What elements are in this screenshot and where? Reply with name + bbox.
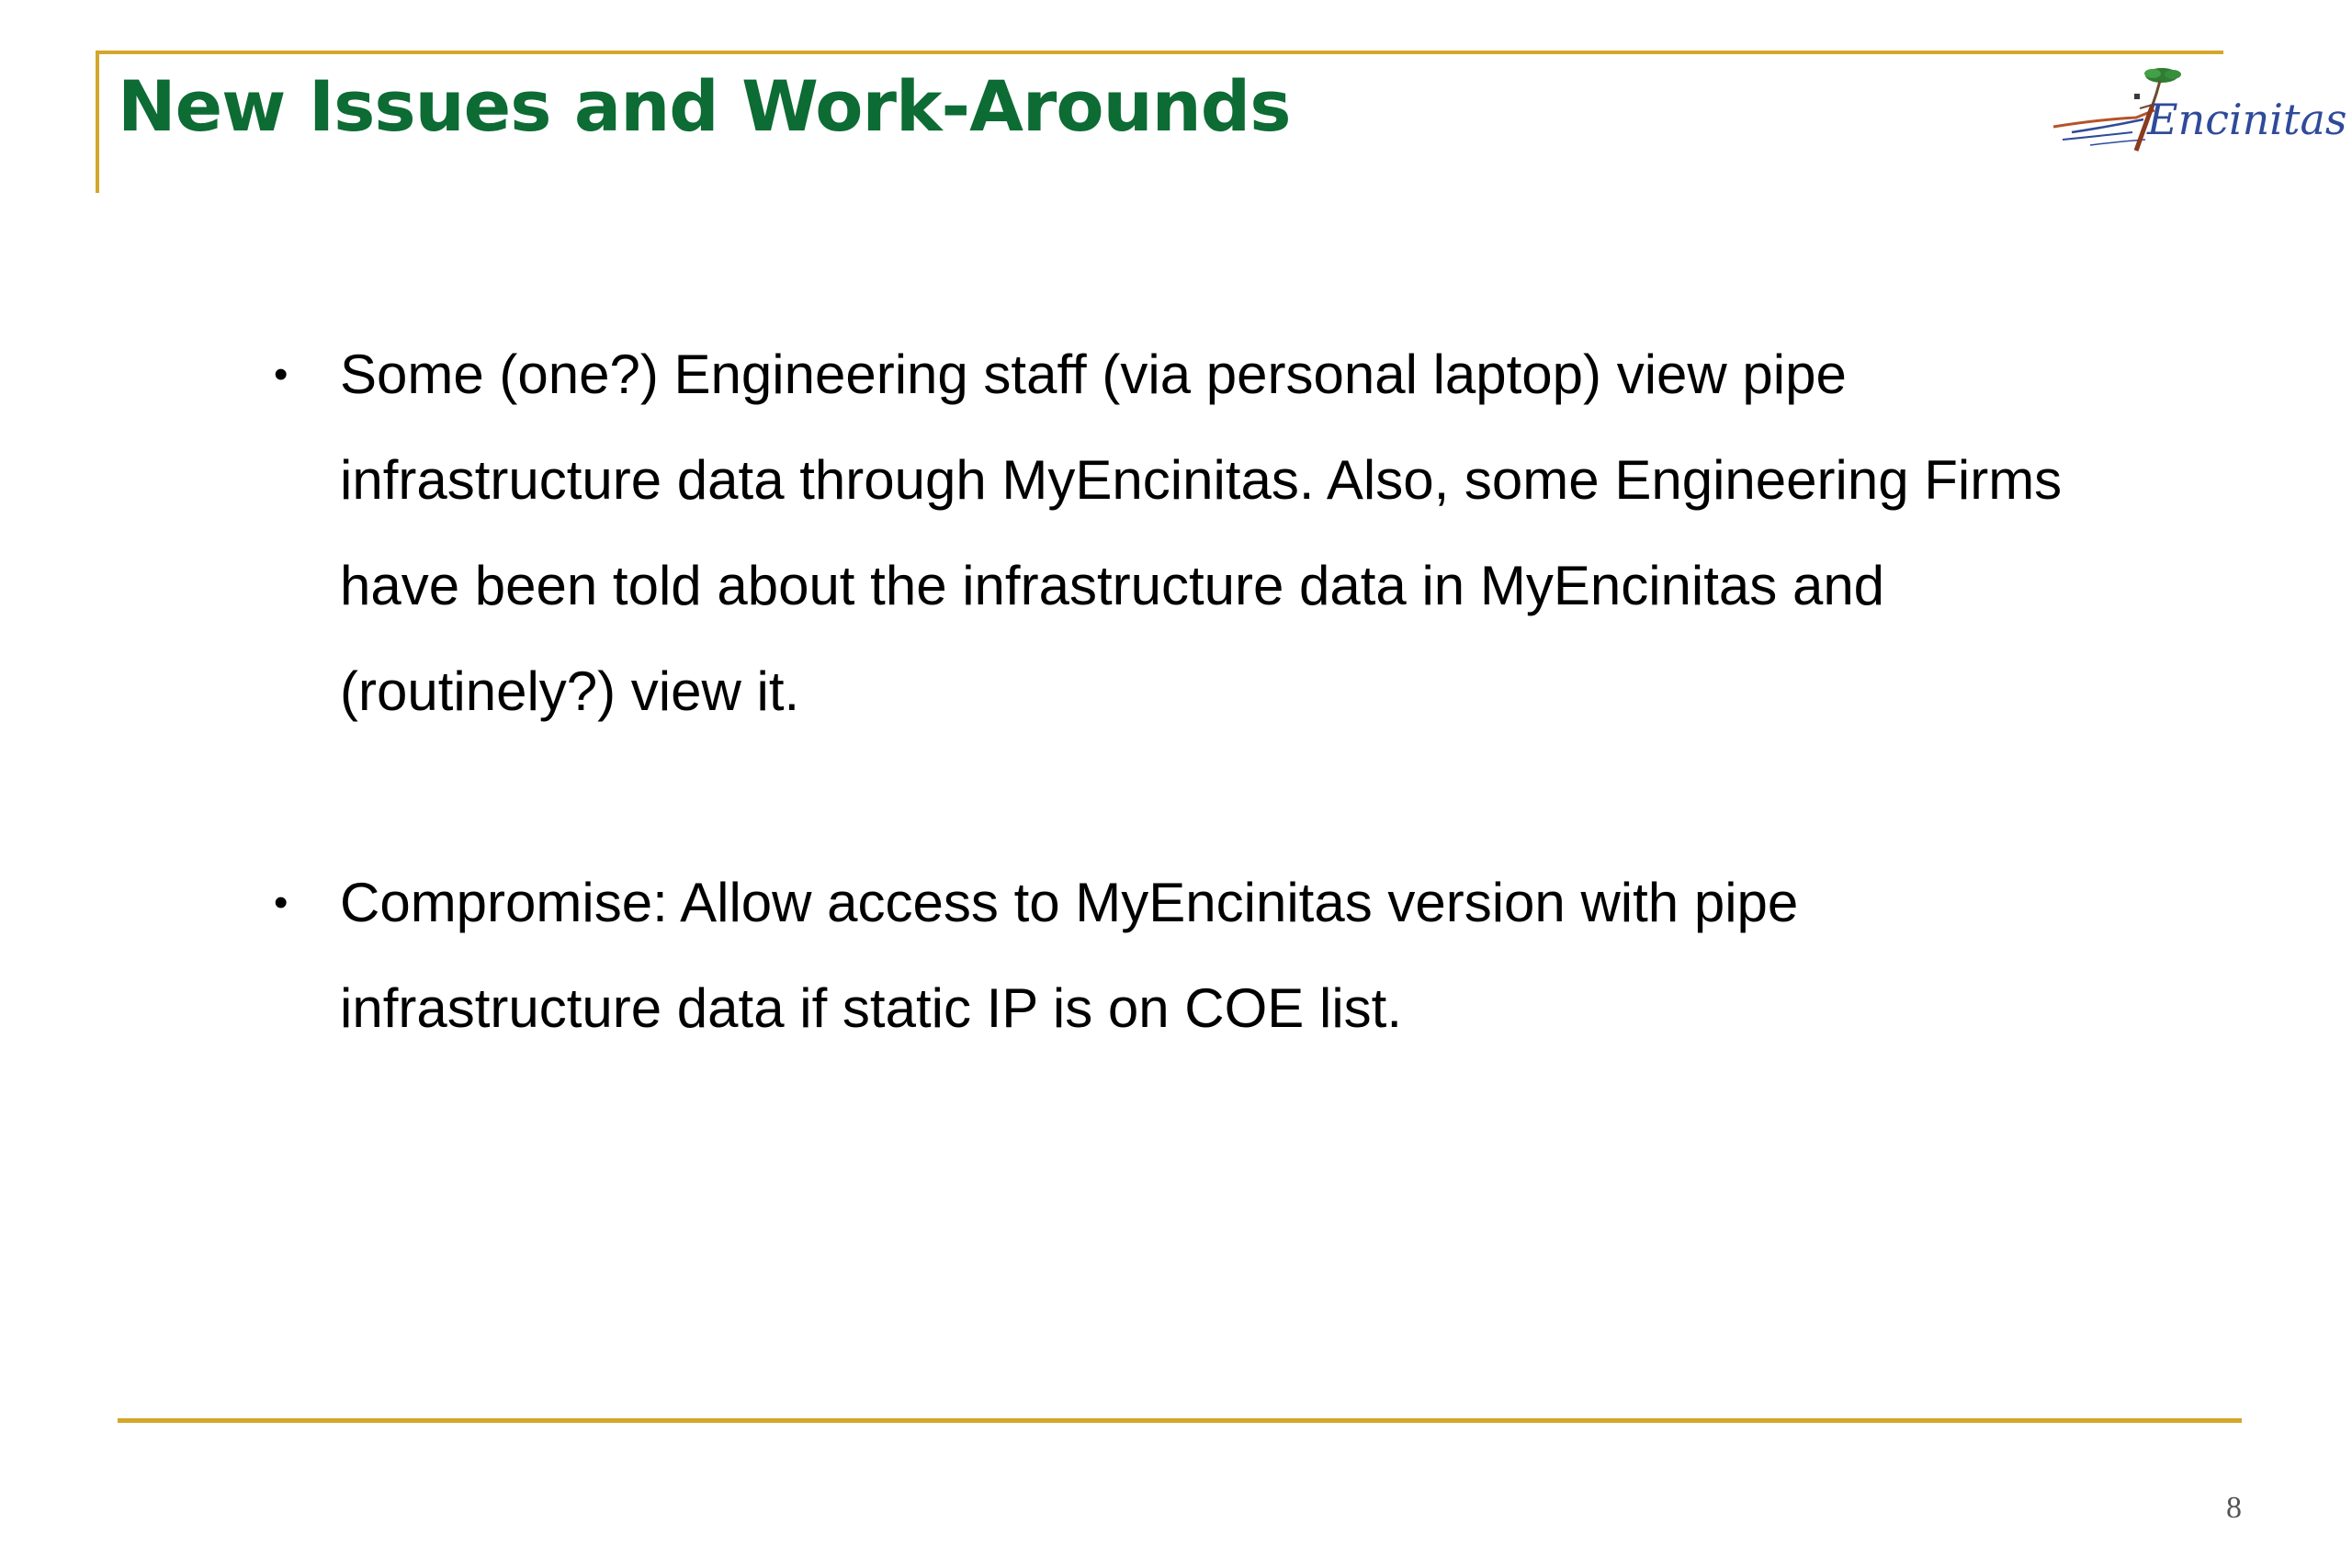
slide-title: New Issues and Work-Arounds [118,65,1291,147]
bullet-marker: • [274,880,288,925]
encinitas-logo [2044,62,2347,154]
title-top-rule [96,51,2223,54]
footer-rule [118,1418,2242,1423]
bullet-item [266,850,2104,1061]
encinitas-logo-text: Encinitas [2147,95,2347,144]
bullet-item [266,321,2104,744]
bullet-marker: • [274,352,288,397]
bullet-text: Compromise: Allow access to MyEncinitas version with pipe infrastructure data if static IP is on COE list. [340,872,1799,1039]
page-number: 8 [2226,1491,2242,1525]
title-left-rule [96,51,99,193]
bullet-text: Some (one?) Engineering staff (via personal laptop) view pipe infrastructure data through MyEncinitas. Also, some Engineering Firms have been told about the infrastructure data in MyEncinitas and (routinely?) view it. [340,344,2063,722]
bullet-list [266,321,2104,1061]
